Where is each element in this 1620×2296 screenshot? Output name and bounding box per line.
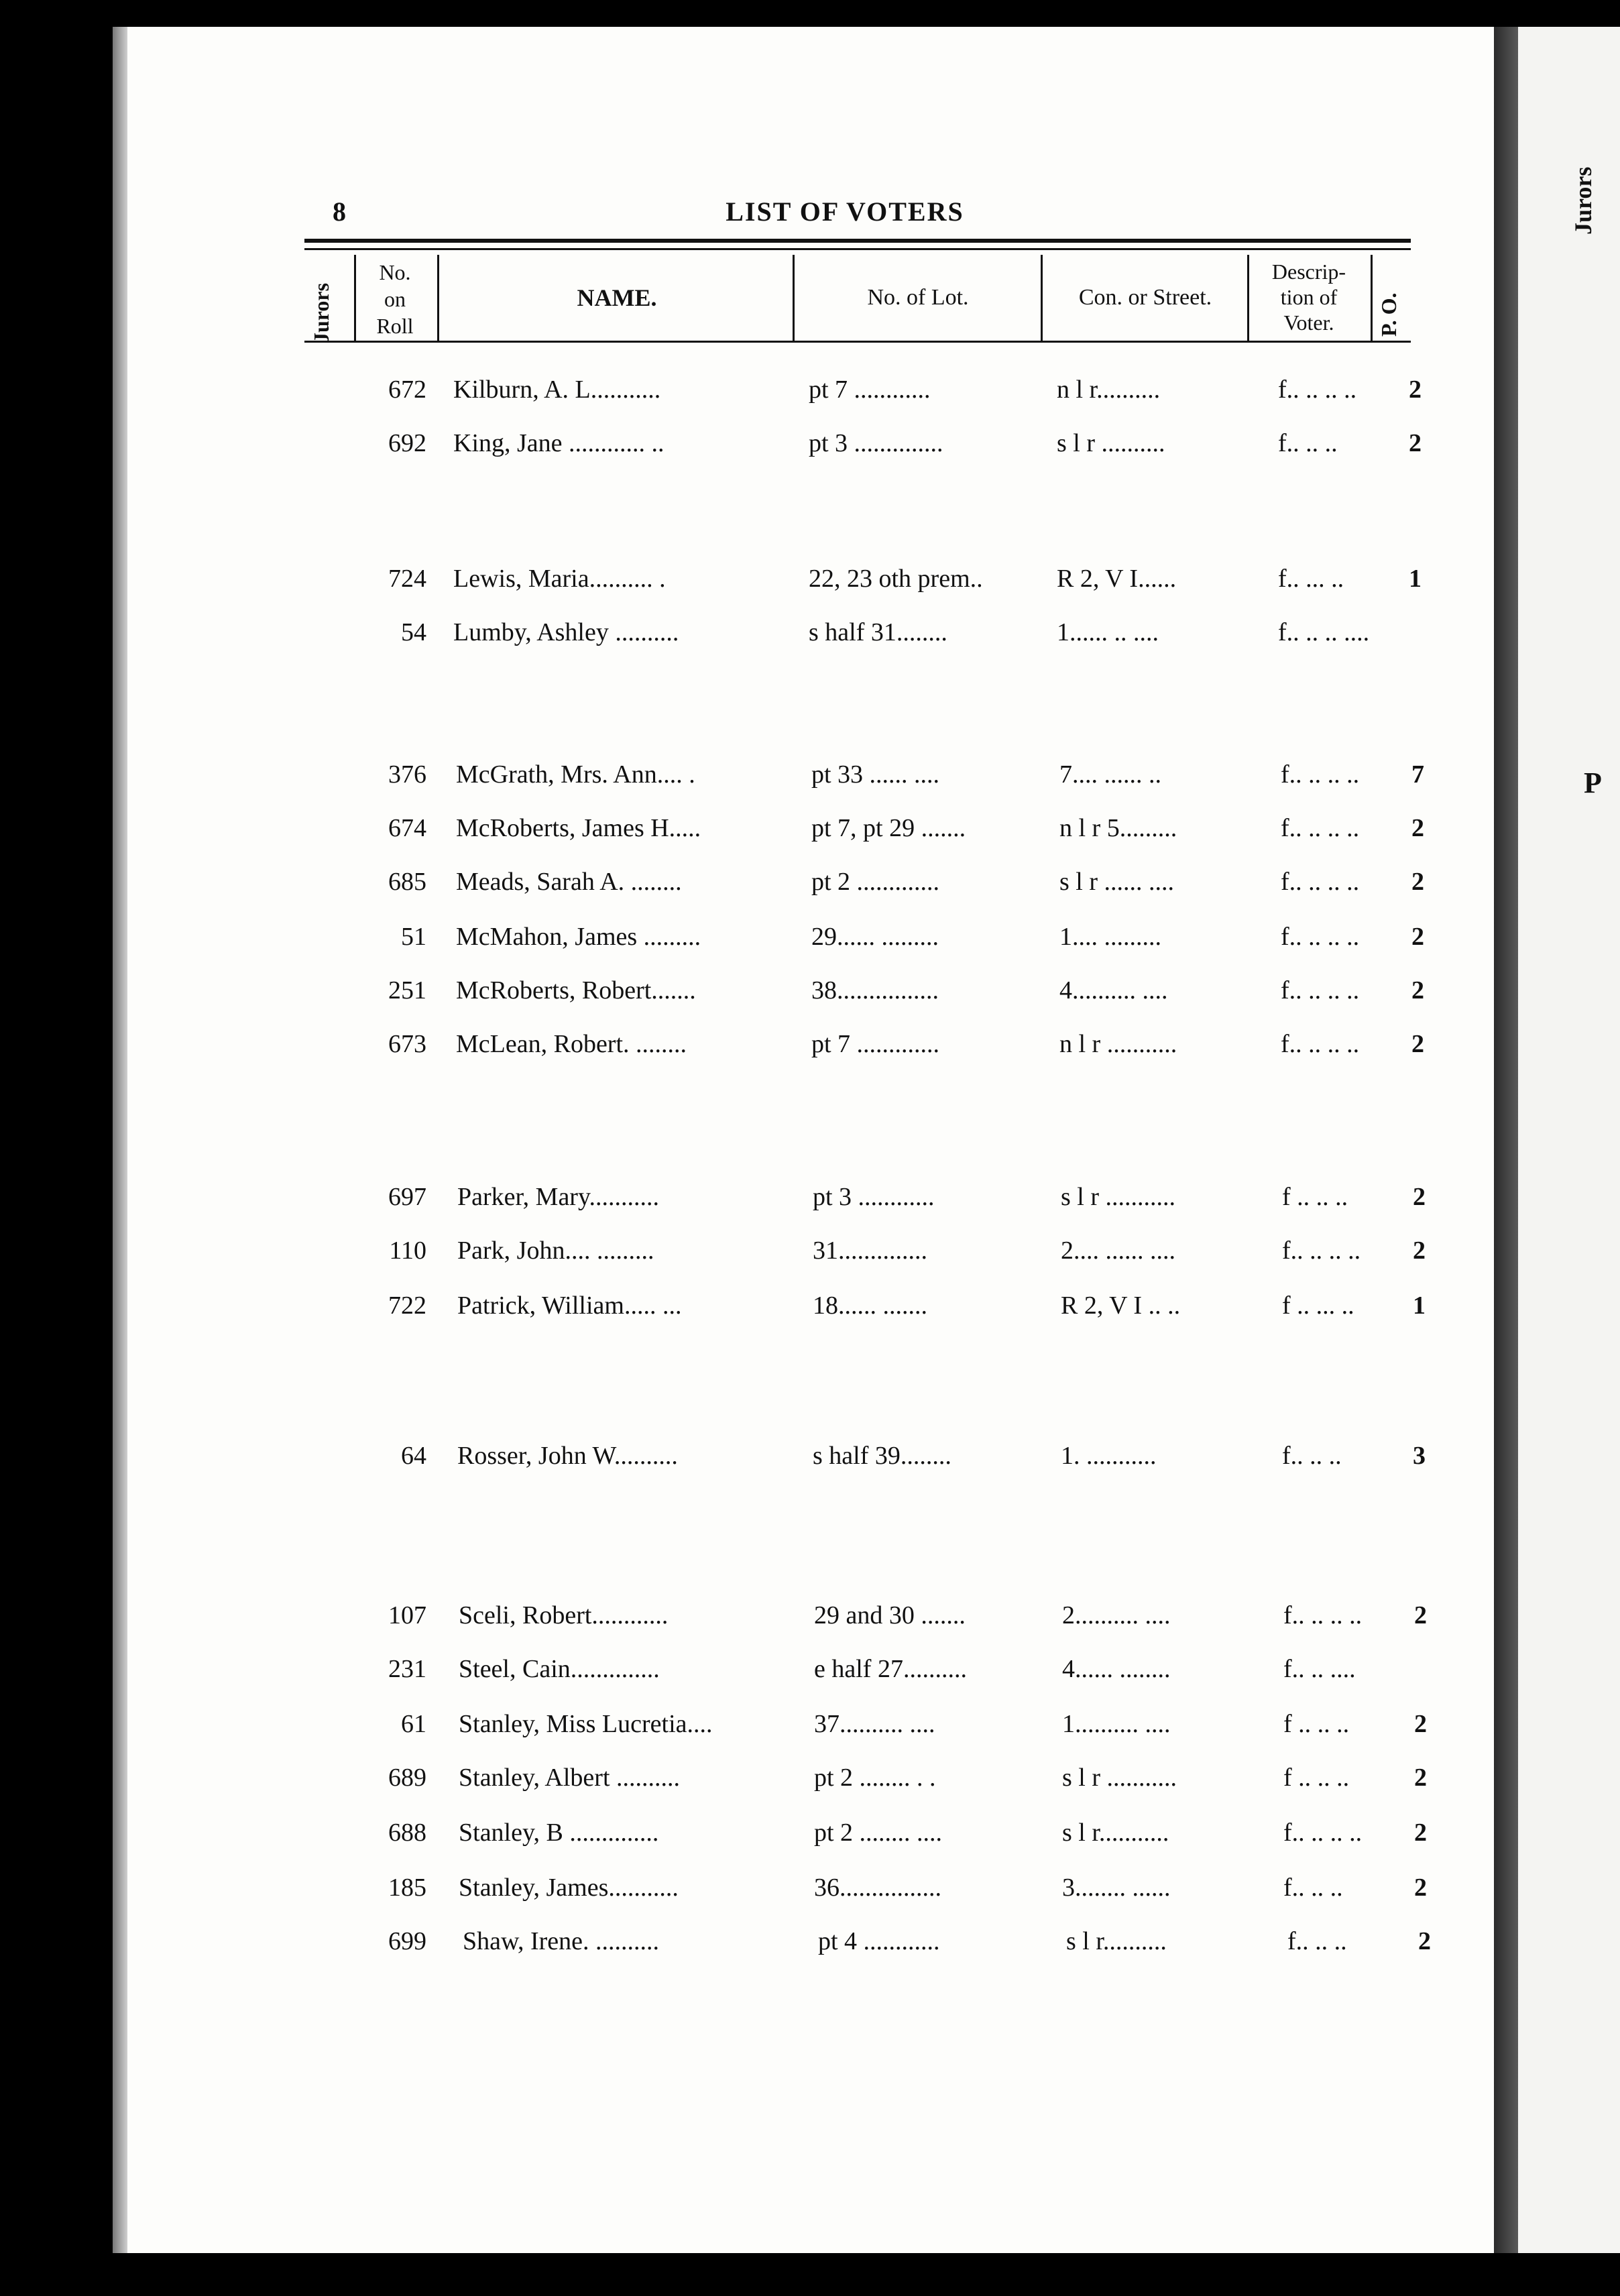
cell-desc: f.. .. .. ..	[1281, 760, 1360, 789]
cell-po: 3	[1413, 1442, 1426, 1470]
cell-desc: f.. .. .. ..	[1283, 1819, 1363, 1847]
cell-desc: f.. .. .. ..	[1281, 923, 1360, 951]
column-divider	[1041, 255, 1043, 341]
cell-name: McRoberts, James H.....	[456, 814, 701, 842]
cell-desc: f.. .. ..	[1282, 1442, 1342, 1470]
cell-lot: s half 39........	[813, 1442, 951, 1470]
column-divider	[1371, 255, 1373, 341]
cell-desc: f.. .. .. ..	[1283, 1601, 1363, 1629]
cell-po: 2	[1409, 376, 1422, 404]
cell-name: Lewis, Maria.......... .	[453, 565, 666, 593]
cell-name: Kilburn, A. L...........	[453, 376, 661, 404]
cell-roll: 688	[388, 1819, 426, 1847]
header-description	[1250, 259, 1368, 335]
column-divider	[437, 255, 439, 341]
table-row	[0, 562, 1620, 595]
cell-lot: e half 27..........	[814, 1655, 967, 1683]
cell-roll: 692	[388, 429, 426, 457]
cell-con: s l r ...... ....	[1059, 868, 1174, 896]
cell-name: McMahon, James .........	[456, 923, 701, 951]
cell-lot: pt 7 ............	[809, 376, 931, 404]
table-row	[0, 1180, 1620, 1214]
cell-name: Park, John.... .........	[457, 1237, 654, 1265]
cell-po: 2	[1411, 923, 1424, 951]
header-roll	[358, 259, 432, 339]
cell-lot: 31..............	[813, 1237, 927, 1265]
cell-con: R 2, V I......	[1057, 565, 1177, 593]
cell-po: 2	[1414, 1601, 1427, 1629]
cell-roll: 110	[389, 1237, 426, 1265]
cell-roll: 231	[388, 1655, 426, 1683]
cell-name: Patrick, William..... ...	[457, 1292, 682, 1320]
cell-con: 2.......... ....	[1062, 1601, 1171, 1629]
header-bottom-rule	[304, 341, 1411, 343]
table-row	[0, 616, 1620, 649]
cell-po: 2	[1409, 429, 1422, 457]
cell-desc: f .. ... ..	[1282, 1292, 1354, 1320]
cell-po: 2	[1414, 1874, 1427, 1902]
cell-con: s l r ..........	[1057, 429, 1165, 457]
cell-con: s l r...........	[1062, 1819, 1169, 1847]
table-row	[0, 1816, 1620, 1849]
cell-lot: pt 33 ...... ....	[811, 760, 940, 789]
cell-con: n l r ...........	[1059, 1030, 1177, 1058]
cell-roll: 689	[388, 1764, 426, 1792]
cell-po: 2	[1414, 1819, 1427, 1847]
cell-roll: 674	[388, 814, 426, 842]
cell-desc: f.. .. .. ..	[1278, 376, 1357, 404]
page-gutter-shadow	[113, 27, 127, 2253]
cell-lot: pt 2 ........ . .	[814, 1764, 936, 1792]
adjacent-page-edge	[1518, 27, 1620, 2253]
cell-con: s l r ...........	[1062, 1764, 1177, 1792]
column-divider	[1247, 255, 1249, 341]
cell-lot: pt 3 ..............	[809, 429, 943, 457]
cell-desc: f .. .. ..	[1282, 1183, 1348, 1211]
cell-roll: 724	[388, 565, 426, 593]
cell-name: Stanley, B ..............	[459, 1819, 659, 1847]
header-roll-line: No.	[379, 260, 411, 284]
cell-lot: pt 2 ........ ....	[814, 1819, 943, 1847]
cell-roll: 699	[388, 1927, 426, 1955]
table-row	[0, 811, 1620, 845]
cell-name: McGrath, Mrs. Ann.... .	[456, 760, 695, 789]
table-row	[0, 1707, 1620, 1741]
cell-roll: 685	[388, 868, 426, 896]
cell-name: Lumby, Ashley ..........	[453, 618, 679, 646]
cell-lot: 38................	[811, 976, 939, 1005]
header-description-line: Descrip-	[1271, 260, 1346, 284]
cell-name: Parker, Mary...........	[457, 1183, 659, 1211]
cell-roll: 107	[388, 1601, 426, 1629]
cell-lot: 18...... .......	[813, 1292, 927, 1320]
cell-desc: f.. ... ..	[1278, 565, 1344, 593]
cell-po: 2	[1411, 868, 1424, 896]
cell-roll: 722	[388, 1292, 426, 1320]
cell-name: Steel, Cain..............	[459, 1655, 660, 1683]
cell-con: 4...... ........	[1062, 1655, 1171, 1683]
cell-name: Stanley, Miss Lucretia....	[459, 1710, 713, 1738]
table-row	[0, 1027, 1620, 1061]
header-description-line: tion of	[1280, 285, 1338, 309]
cell-lot: pt 2 .............	[811, 868, 940, 896]
header-lot: No. of Lot.	[867, 285, 969, 310]
cell-con: s l r ...........	[1061, 1183, 1175, 1211]
table-row	[0, 1599, 1620, 1632]
column-divider	[793, 255, 795, 341]
cell-name: Sceli, Robert............	[459, 1601, 669, 1629]
document-page	[113, 27, 1494, 2253]
cell-desc: f .. .. ..	[1283, 1764, 1350, 1792]
cell-po: 7	[1411, 760, 1424, 789]
header-name: NAME.	[577, 284, 657, 311]
cell-con: 1...... .. ....	[1057, 618, 1159, 646]
cell-desc: f.. .. ..	[1287, 1927, 1347, 1955]
column-divider	[354, 255, 356, 341]
cell-po: 2	[1413, 1237, 1426, 1265]
cell-name: McRoberts, Robert.......	[456, 976, 696, 1005]
cell-lot: 36................	[814, 1874, 941, 1902]
cell-con: 4.......... ....	[1059, 976, 1168, 1005]
cell-roll: 251	[388, 976, 426, 1005]
adjacent-page-jurors-heading: Jurors	[1570, 166, 1597, 235]
cell-name: King, Jane ............ ..	[453, 429, 664, 457]
cell-lot: pt 4 ............	[818, 1927, 940, 1955]
cell-po: 2	[1411, 814, 1424, 842]
table-row	[0, 1234, 1620, 1267]
cell-desc: f.. .. ..	[1283, 1874, 1343, 1902]
cell-desc: f.. .. ..	[1278, 429, 1338, 457]
page-title: LIST OF VOTERS	[726, 196, 964, 227]
cell-desc: f.. .. .. ..	[1281, 868, 1360, 896]
header-top-rule-thin	[304, 248, 1411, 250]
table-row	[0, 426, 1620, 460]
cell-name: McLean, Robert. ........	[456, 1030, 687, 1058]
table-row	[0, 1761, 1620, 1794]
table-row	[0, 373, 1620, 406]
table-row	[0, 1439, 1620, 1473]
table-row	[0, 758, 1620, 791]
table-row	[0, 974, 1620, 1007]
cell-roll: 673	[388, 1030, 426, 1058]
cell-con: 2.... ...... ....	[1061, 1237, 1175, 1265]
cell-desc: f.. .. .. ..	[1281, 1030, 1360, 1058]
cell-po: 2	[1414, 1764, 1427, 1792]
cell-desc: f.. .. ....	[1283, 1655, 1356, 1683]
cell-con: 7.... ...... ..	[1059, 760, 1161, 789]
cell-con: 1. ...........	[1061, 1442, 1157, 1470]
cell-name: Stanley, James...........	[459, 1874, 679, 1902]
cell-po: 1	[1413, 1292, 1426, 1320]
cell-po: 2	[1411, 1030, 1424, 1058]
book-spine	[1494, 27, 1518, 2253]
adjacent-page-letter: P	[1584, 766, 1602, 799]
cell-po: 2	[1413, 1183, 1426, 1211]
cell-lot: 29...... .........	[811, 923, 939, 951]
cell-desc: f.. .. .. ....	[1278, 618, 1370, 646]
cell-con: 1.......... ....	[1062, 1710, 1171, 1738]
table-row	[0, 1925, 1620, 1958]
cell-lot: s half 31........	[809, 618, 947, 646]
cell-con: 3........ ......	[1062, 1874, 1171, 1902]
cell-roll: 61	[401, 1710, 426, 1738]
cell-lot: 37.......... ....	[814, 1710, 935, 1738]
cell-roll: 51	[401, 923, 426, 951]
cell-con: n l r..........	[1057, 376, 1161, 404]
cell-name: Meads, Sarah A. ........	[456, 868, 682, 896]
header-con-street: Con. or Street.	[1078, 285, 1212, 310]
cell-lot: pt 3 ............	[813, 1183, 935, 1211]
cell-po: 1	[1409, 565, 1422, 593]
header-roll-line: Roll	[376, 314, 414, 338]
cell-lot: 22, 23 oth prem..	[809, 565, 983, 593]
header-top-rule	[304, 239, 1411, 243]
cell-desc: f.. .. .. ..	[1281, 976, 1360, 1005]
cell-lot: 29 and 30 .......	[814, 1601, 966, 1629]
cell-roll: 54	[401, 618, 426, 646]
table-row	[0, 1289, 1620, 1322]
cell-lot: pt 7 .............	[811, 1030, 940, 1058]
page-number: 8	[333, 196, 346, 227]
cell-name: Shaw, Irene. ..........	[463, 1927, 660, 1955]
table-row	[0, 865, 1620, 899]
table-row	[0, 1652, 1620, 1686]
cell-roll: 672	[388, 376, 426, 404]
header-description-line: Voter.	[1283, 310, 1334, 335]
cell-con: R 2, V I .. ..	[1061, 1292, 1181, 1320]
cell-roll: 376	[388, 760, 426, 789]
cell-lot: pt 7, pt 29 .......	[811, 814, 966, 842]
cell-desc: f.. .. .. ..	[1282, 1237, 1361, 1265]
cell-con: n l r 5.........	[1059, 814, 1177, 842]
cell-roll: 64	[401, 1442, 426, 1470]
cell-roll: 697	[388, 1183, 426, 1211]
table-row	[0, 920, 1620, 954]
table-row	[0, 1871, 1620, 1904]
cell-roll: 185	[388, 1874, 426, 1902]
header-jurors: Jurors	[309, 282, 333, 343]
header-post-office: P. O.	[1377, 292, 1401, 337]
cell-po: 2	[1411, 976, 1424, 1005]
header-roll-line: on	[384, 287, 406, 311]
cell-po: 2	[1418, 1927, 1431, 1955]
cell-name: Rosser, John W..........	[457, 1442, 678, 1470]
cell-con: s l r..........	[1066, 1927, 1167, 1955]
cell-con: 1.... .........	[1059, 923, 1161, 951]
cell-po: 2	[1414, 1710, 1427, 1738]
cell-desc: f .. .. ..	[1283, 1710, 1350, 1738]
cell-name: Stanley, Albert ..........	[459, 1764, 680, 1792]
cell-desc: f.. .. .. ..	[1281, 814, 1360, 842]
